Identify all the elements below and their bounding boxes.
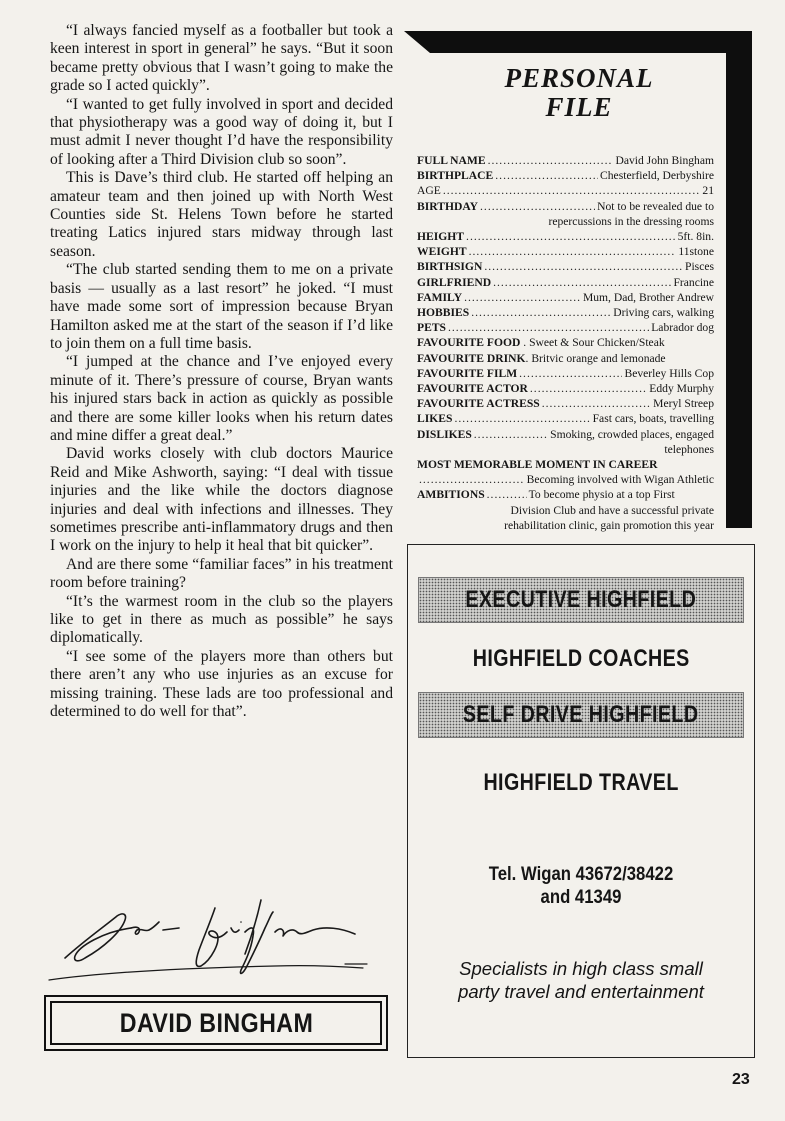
highfield-advert — [407, 544, 755, 1058]
pf-separator: . — [525, 351, 532, 365]
pf-value: 21 — [702, 184, 714, 198]
pf-label: BIRTHPLACE — [417, 169, 494, 183]
pf-label: HEIGHT — [417, 230, 465, 244]
advert-line-coaches: HIGHFIELD COACHES — [472, 645, 690, 672]
advert-telephone — [429, 863, 733, 909]
pf-row-favourite-film — [417, 366, 714, 381]
pf-memorable-label: MOST MEMORABLE MOMENT IN CAREER — [417, 458, 658, 472]
pf-leader-dots — [495, 168, 598, 183]
pf-value: Not to be revealed due to — [597, 199, 714, 213]
pf-value: Driving cars, walking — [613, 306, 714, 320]
pf-row-hobbies — [417, 305, 714, 320]
pf-separator: . — [520, 336, 530, 350]
pf-leader-dots — [542, 396, 651, 411]
pf-row-favourite-food — [417, 335, 714, 350]
pf-row-favourite-actor — [417, 381, 714, 396]
pf-row-likes — [417, 411, 714, 426]
pf-label: FAVOURITE ACTRESS — [417, 397, 540, 411]
article-paragraph: “I always fancied myself as a footballer but took a keen interest in sport in general” he says. “But it soon became pretty obvious that I wasn’t going to make the grade so I acted quickly”. — [50, 22, 393, 95]
name-label: DAVID BINGHAM — [119, 1007, 313, 1038]
pf-leader-dots — [488, 153, 614, 168]
handwritten-signature — [45, 870, 385, 990]
advert-telephone-line: Tel. Wigan 43672/38422 — [488, 864, 674, 885]
advert-line-travel: HIGHFIELD TRAVEL — [483, 769, 679, 796]
pf-row-favourite-drink — [417, 351, 714, 366]
advert-travel-wrap — [408, 769, 754, 797]
pf-row-pets — [417, 320, 714, 335]
personal-file-header-bar — [430, 31, 752, 53]
pf-value: Mum, Dad, Brother Andrew — [582, 290, 714, 304]
pf-label: BIRTHDAY — [417, 199, 479, 213]
personal-file-title-line: FILE — [545, 92, 613, 122]
article-paragraph: “It’s the warmest room in the club so the players like to get in there as much as possible” he says diplomatically. — [50, 592, 393, 647]
pf-value: Becoming involved with Wigan Athletic — [526, 473, 714, 487]
pf-value-continuation: rehabilitation clinic, gain promotion this year — [504, 518, 714, 532]
pf-value: Fast cars, boats, travelling — [592, 412, 714, 426]
name-box — [44, 995, 388, 1051]
article-paragraph: This is Dave’s third club. He started off helping an amateur team and then joined up with North West Counties side St. Helens Town before he started treating Latics injured stars midway through last season. — [50, 169, 393, 260]
pf-leader-dots — [530, 381, 647, 396]
pf-label: GIRLFRIEND — [417, 275, 492, 289]
pf-row-memorable — [417, 472, 714, 487]
pf-label: FULL NAME — [417, 154, 486, 167]
pf-row-favourite-actress — [417, 396, 714, 411]
pf-leader-dots — [487, 487, 527, 502]
article-body — [50, 22, 393, 721]
pf-label: FAVOURITE DRINK — [417, 351, 526, 365]
pf-value: Francine — [673, 275, 714, 289]
pf-leader-dots — [443, 183, 701, 198]
pf-value: 11stone — [678, 245, 714, 259]
pf-value: Pisces — [685, 260, 714, 274]
pf-label: WEIGHT — [417, 245, 467, 259]
advert-specialists — [408, 957, 754, 1003]
article-paragraph: “I jumped at the chance and I’ve enjoyed every minute of it. There’s pressure of course, Bryan wants his injured stars back in action as quickly as possible and there are some killer looks when his return dates and mine differ a great deal.” — [50, 353, 393, 444]
pf-value: Meryl Streep — [653, 397, 714, 411]
article-paragraph: “I see some of the players more than others but there aren’t any who use injuries as an excuse for missing training. These lads are too professional and determined to do well for that”. — [50, 647, 393, 721]
pf-leader-dots — [484, 259, 683, 274]
pf-leader-dots — [464, 290, 581, 305]
advert-telephone-line: and 41349 — [540, 887, 622, 908]
pf-label: DISLIKES — [417, 427, 472, 441]
pf-row-weight — [417, 244, 714, 259]
personal-file-title — [440, 64, 718, 122]
advert-line-executive: EXECUTIVE HIGHFIELD — [465, 586, 697, 613]
advert-band-self-drive — [418, 692, 744, 738]
pf-value: Britvic orange and lemonade — [531, 351, 666, 365]
pf-label: LIKES — [417, 412, 453, 426]
pf-row-birthday — [417, 199, 714, 214]
personal-file-title-line: PERSONAL — [504, 63, 654, 93]
pf-leader-dots — [469, 244, 677, 259]
advert-coaches-wrap — [408, 645, 754, 673]
pf-row-birthsign — [417, 259, 714, 274]
pf-leader-dots — [419, 472, 525, 487]
article-paragraph: “The club started sending them to me on a private basis — usually as a last resort” he joked. “I must have made some sort of impression because Bryan Hamilton asked me at the start of the season if I’d like to join them on a full time basis. — [50, 261, 393, 352]
pf-row-age — [417, 183, 714, 198]
pf-leader-dots — [448, 320, 649, 335]
pf-label: PETS — [417, 321, 446, 335]
advert-specialists-line: Specialists in high class small — [459, 958, 703, 979]
pf-value: David John Bingham — [615, 154, 714, 167]
pf-value: 5ft. 8in. — [677, 230, 714, 244]
pf-label: FAVOURITE ACTOR — [417, 382, 528, 396]
pf-value: Smoking, crowded places, engaged — [550, 427, 714, 441]
pf-label: FAVOURITE FOOD — [417, 336, 521, 350]
pf-value-continuation: telephones — [664, 442, 714, 456]
article-paragraph: And are there some “familiar faces” in his treatment room before training? — [50, 555, 393, 592]
pf-value: Chesterfield, Derbyshire — [600, 169, 714, 183]
pf-value: Eddy Murphy — [649, 382, 714, 396]
pf-leader-dots — [474, 427, 548, 442]
article-paragraph: “I wanted to get fully involved in sport and decided that physiotherapy was a good way of doing it, but I must admit I never thought I’d have the responsibility of looking after a Third Division club so soon”. — [50, 95, 393, 168]
pf-row-birthplace — [417, 168, 714, 183]
pf-value: To become physio at a top First — [528, 488, 675, 502]
pf-value-continuation: Division Club and have a successful private — [510, 503, 714, 517]
pf-label: HOBBIES — [417, 306, 470, 320]
page-number: 23 — [732, 1071, 750, 1088]
advert-band-executive — [418, 577, 744, 623]
pf-value: Labrador dog — [651, 321, 714, 335]
pf-row-girlfriend — [417, 275, 714, 290]
pf-row-dislikes — [417, 427, 714, 442]
pf-row-full-name — [417, 153, 714, 168]
advert-line-self-drive: SELF DRIVE HIGHFIELD — [463, 701, 699, 728]
pf-leader-dots — [493, 275, 671, 290]
article-paragraph: David works closely with club doctors Maurice Reid and Mike Ashworth, saying: “I deal with tissue injuries and the like while the doctors diagnose injuries and deal with infections and illnesses. They sometimes prescribe anti-inflammatory drugs and then I work on the injury to help it heal that bit quicker”. — [50, 445, 393, 555]
pf-value: Sweet & Sour Chicken/Steak — [529, 336, 665, 350]
personal-file-list — [417, 153, 714, 533]
pf-label: FAMILY — [417, 290, 463, 304]
advert-specialists-line: party travel and entertainment — [458, 981, 704, 1002]
pf-row-family — [417, 290, 714, 305]
name-box-inner — [50, 1001, 382, 1045]
pf-leader-dots — [454, 411, 590, 426]
pf-label: BIRTHSIGN — [417, 260, 483, 274]
pf-label: FAVOURITE FILM — [417, 366, 518, 380]
personal-file-header-wedge — [404, 31, 430, 53]
pf-value-continuation: repercussions in the dressing rooms — [548, 214, 714, 228]
pf-row-height — [417, 229, 714, 244]
pf-leader-dots — [519, 366, 622, 381]
personal-file-side-bar — [726, 31, 752, 528]
pf-label: AMBITIONS — [417, 488, 485, 502]
pf-value: Beverley Hills Cop — [624, 366, 714, 380]
pf-row-ambitions — [417, 487, 714, 502]
pf-leader-dots — [471, 305, 611, 320]
pf-label: AGE — [417, 184, 441, 198]
pf-leader-dots — [466, 229, 676, 244]
pf-leader-dots — [480, 199, 595, 214]
